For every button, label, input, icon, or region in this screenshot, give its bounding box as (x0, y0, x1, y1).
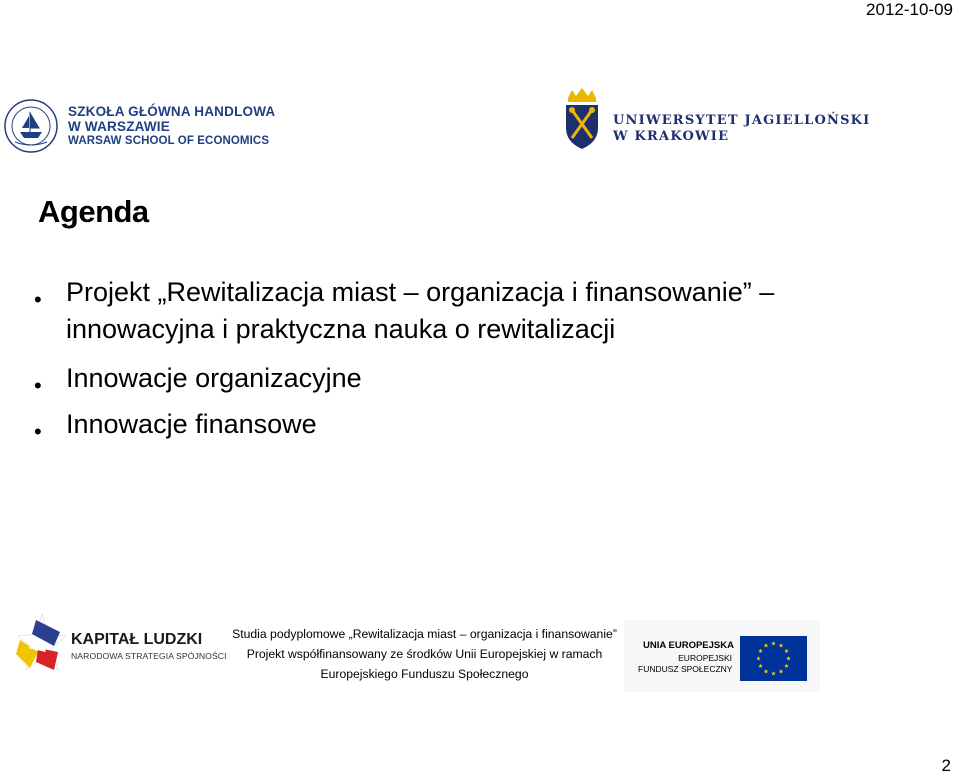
kapital-ludzki-logo (16, 612, 227, 676)
agenda-item (34, 360, 794, 397)
bullet-icon: • (34, 419, 42, 444)
project-info-line: Projekt współfinansowany ze środków Unii Europejskiej w ramach (246, 647, 603, 661)
bullet-icon: • (34, 373, 42, 398)
uj-wordmark (613, 113, 870, 145)
kapital-ludzki-title: KAPITAŁ LUDZKI (71, 631, 203, 648)
page-number: 2 (941, 756, 951, 775)
uj-line1: UNIWERSYTET JAGIELLOŃSKI (613, 113, 871, 128)
sgh-line3: WARSAW SCHOOL OF ECONOMICS (68, 135, 270, 147)
sgh-wordmark (68, 104, 275, 149)
agenda-item-text: Projekt „Rewitalizacja miast – organizacja i finansowanie” – innowacyjna i praktyczna nauka o rewitalizacji (66, 277, 775, 344)
kapital-ludzki-subtitle: NARODOWA STRATEGIA SPÓJNOŚCI (71, 651, 227, 661)
sgh-logo (3, 98, 276, 158)
agenda-item (34, 274, 794, 348)
agenda-item (34, 406, 794, 443)
agenda-item-text: Innowacje organizacyjne (66, 363, 362, 393)
uj-line2: W KRAKOWIE (613, 129, 730, 144)
agenda-list (34, 274, 794, 452)
kapital-ludzki-star-icon (16, 612, 68, 676)
uj-logo (562, 88, 871, 152)
project-info (222, 624, 627, 684)
agenda-item-text: Innowacje finansowe (66, 409, 317, 439)
sgh-line1: SZKOŁA GŁÓWNA HANDLOWA (68, 104, 276, 119)
slide-title: Agenda (38, 194, 149, 229)
eu-line2: EUROPEJSKI (678, 653, 732, 663)
eu-line3: FUNDUSZ SPOŁECZNY (638, 664, 733, 674)
slide-date: 2012-10-09 (866, 0, 953, 19)
bullet-icon: • (34, 287, 42, 312)
eu-logo (624, 620, 820, 692)
uj-crest-icon (562, 88, 602, 150)
project-info-line: Studia podyplomowe „Rewitalizacja miast – organizacja i finansowanie” (232, 627, 617, 641)
sgh-line2: W WARSZAWIE (68, 119, 170, 134)
eu-line1: UNIA EUROPEJSKA (643, 640, 734, 651)
eu-flag-icon (740, 636, 807, 681)
sgh-seal-icon (3, 98, 59, 154)
project-info-line: Europejskiego Funduszu Społecznego (320, 667, 529, 681)
